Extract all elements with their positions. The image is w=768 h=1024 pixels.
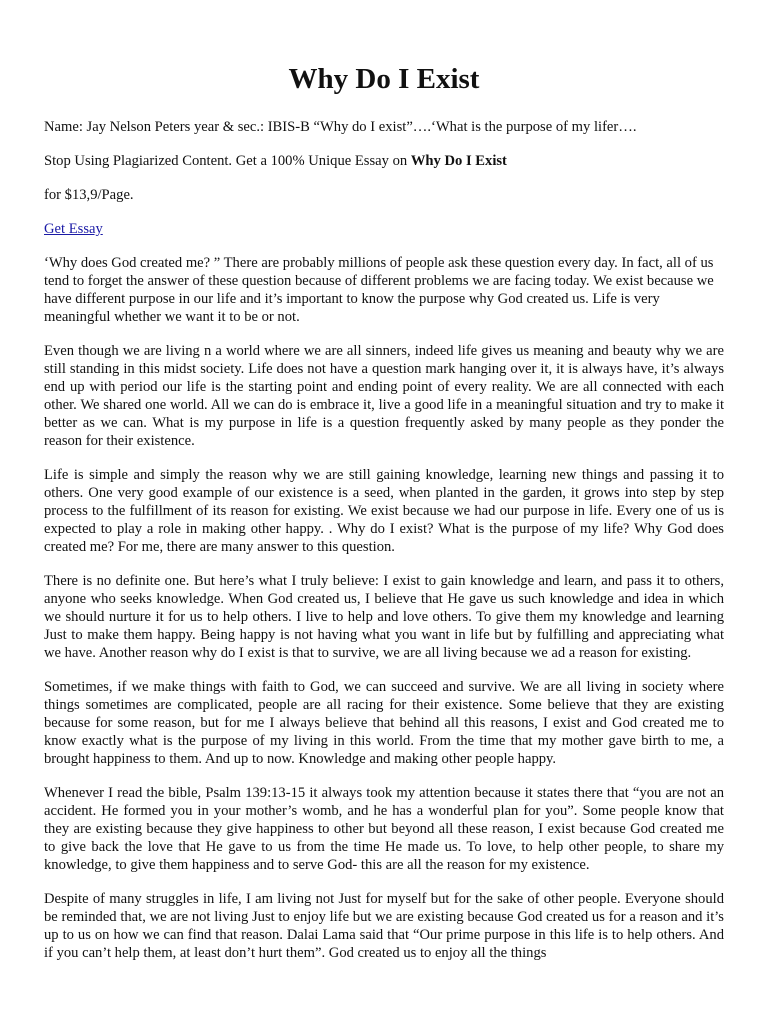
essay-paragraph-1: ‘Why does God created me? ” There are probably millions of people ask these question every day. In fact, all of us tend to forget the answer of these question because of different problems we are facing today. We exist because we have different purpose in our life and it’s important to know the purpose why God created us. Life is very meaningful whether we want it to be or not.	[44, 255, 714, 325]
promo-text: Stop Using Plagiarized Content. Get a 100% Unique Essay on	[44, 153, 411, 169]
get-essay-link[interactable]: Get Essay	[44, 221, 103, 237]
essay-paragraph-3: Life is simple and simply the reason why we are still gaining knowledge, learning new things and passing it to others. One very good example of our existence is a seed, when planted in the garden, it grows into step by step process to the fulfillment of its reason for existing. We exist because we had our purpose in life. Every one of us is expected to play a role in making other happy. . Why do I exist? What is the purpose of my life? Why God does created me? For me, there are many answer to this question.	[44, 467, 724, 555]
essay-paragraph-2: Even though we are living n a world where we are all sinners, indeed life gives us meaning and beauty why we are still standing in this midst society. Life does not have a question mark hanging over it, it is always have, it’s always end up with period our life is the starting point and ending point of every reality. We are all connected with each other. We shared one world. All we can do is embrace it, live a good life in a meaningful situation and try to make it better as we can. What is my purpose in life is a question frequently asked by many people as they ponder the reason for their existence.	[44, 343, 724, 449]
essay-paragraph-4: There is no definite one. But here’s what I truly believe: I exist to gain knowledge and learn, and pass it to others, anyone who seeks knowledge. When God created us, I believe that He gave us such knowledge and idea in which we should nurture it for us to help others. I live to help and love others. To give them my knowledge and learning Just to make them happy. Being happy is not having what you want in life but by fulfilling and appreciating what we have. Another reason why do I exist is that to survive, we are all living because we ad a reason for existing.	[44, 573, 724, 661]
get-essay-line	[44, 220, 724, 238]
promo-essay-title: Why Do I Exist	[410, 153, 507, 169]
promo-line	[44, 152, 724, 170]
author-meta-line: Name: Jay Nelson Peters year & sec.: IBIS-B “Why do I exist”….‘What is the purpose of my lifer….	[44, 119, 637, 135]
essay-paragraph-5: Sometimes, if we make things with faith to God, we can succeed and survive. We are all living in society where things sometimes are complicated, people are all racing for their existence. Some believe that they are existing because for some reason, but for me I always believe that behind all this reasons, I exist and God created me to know exactly what is the purpose of my living in this world. From the time that my mother gave birth to me, a brought happiness to them. And up to now. Knowledge and making other people happy.	[44, 679, 724, 767]
essay-paragraph-7: Despite of many struggles in life, I am living not Just for myself but for the sake of other people. Everyone should be reminded that, we are not living Just to enjoy life but we are existing because God created us for a reason and it’s up to us on how we can find that reason. Dalai Lama said that “Our prime purpose in this life is to help others. And if you can’t help them, at least don’t hurt them”. God created us to enjoy all the things	[44, 891, 724, 961]
essay-paragraph-6: Whenever I read the bible, Psalm 139:13-15 it always took my attention because it states there that “you are not an accident. He formed you in your mother’s womb, and he has a wonderful plan for you”. Some people know that they are existing because they give happiness to other but beyond all these reason, I exist because God created me to give back the love that He gave to us from the time He made us. To love, to help other people, to share my knowledge, to give them happiness and to serve God- this are all the reason for my existence.	[44, 785, 724, 873]
price-line: for $13,9/Page.	[44, 187, 134, 203]
document-title: Why Do I Exist	[288, 63, 480, 95]
